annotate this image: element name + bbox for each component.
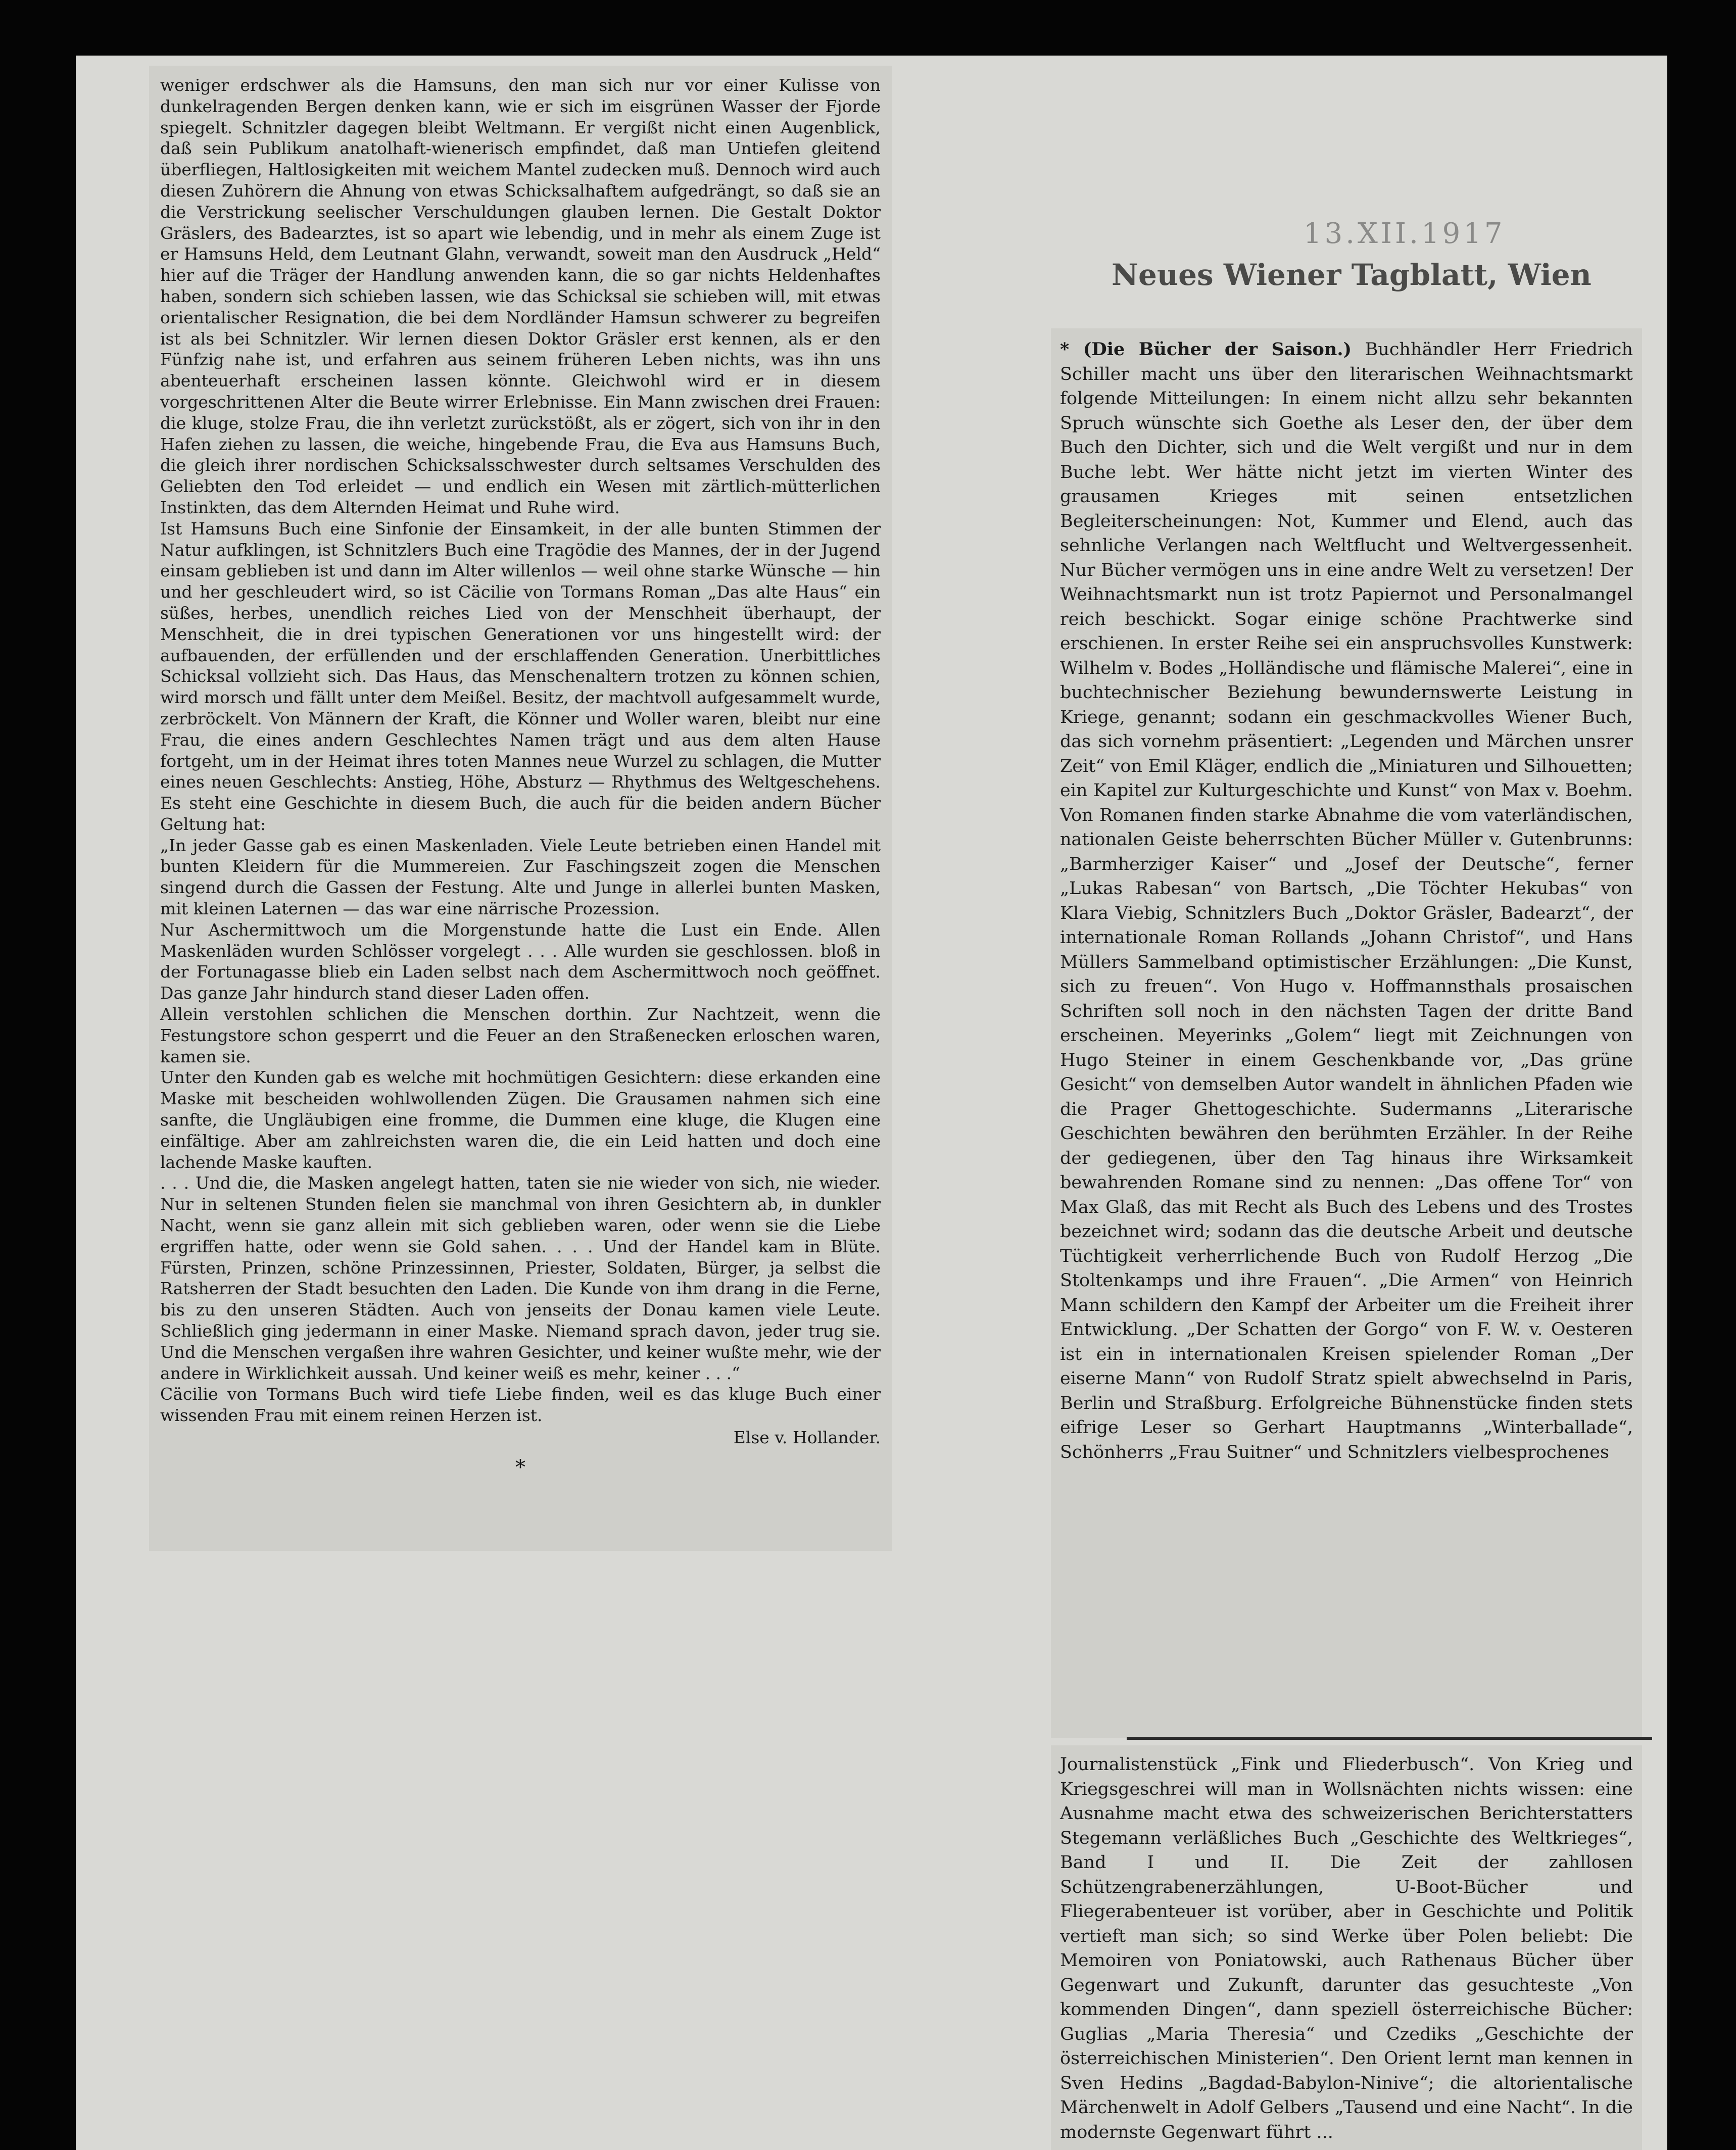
- clipping-divider: [1127, 1737, 1652, 1740]
- article-paragraph: Ist Hamsuns Buch eine Sinfonie der Einsamkeit, in der alle bunten Stimmen der Natur aufklingen, ist Schnitzlers Buch eine Tragödie des Mannes, der in der Jugend einsam geblieben ist und dann im Alter willenlos — weil ohne starke Wünsche — hin und her geschleudert wird, so ist Cäcilie von Tormans Roman „Das alte Haus“ ein süßes, herbes, unendlich reiches Lied von der Menschheit überhaupt, der Menschheit, die in drei typischen Generationen vor uns hingestellt wird: der aufbauenden, der erfüllenden und der erschlaffenden Generation. Unerbittliches Schicksal vollzieht sich. Das Haus, das Menschenaltern trotzen zu können schien, wird morsch und fällt unter dem Meißel. Besitz, der machtvoll aufgesammelt wurde, zerbröckelt. Von Männern der Kraft, die Könner und Woller waren, bleibt nur eine Frau, die eines andern Geschlechtes Namen trägt und aus dem alten Hause fortgeht, um in der Heimat ihres toten Mannes neue Wurzel zu schlagen, die Mutter eines neuen Geschlechts: Anstieg, Höhe, Absturz — Rhythmus des Weltgeschehens. Es steht eine Geschichte in diesem Buch, die auch für die beiden andern Bücher Geltung hat:: [160, 518, 881, 834]
- end-mark: *: [515, 1455, 525, 1479]
- article-paragraph: „In jeder Gasse gab es einen Maskenladen. Viele Leute betrieben einen Handel mit bunten Kleidern für die Mummereien. Zur Faschingszeit zogen die Menschen singend durch die Gassen der Festung. Alte und Junge in allerlei bunten Masken, mit kleinen Laternen — das war eine närrische Prozession.: [160, 835, 881, 919]
- article-paragraph: Allein verstohlen schlichen die Menschen dorthin. Zur Nachtzeit, wenn die Festungstore schon gesperrt und die Feuer an den Straßenecken erloschen waren, kamen sie.: [160, 1004, 881, 1066]
- article-text: Buchhändler Herr Friedrich Schiller macht uns über den literarischen Weihnachtsmarkt folgende Mitteilungen: In einem nicht allzu sehr bekannten Spruch wünschte sich Goethe als Leser den, der über dem Buch den Dichter, sich und die Welt vergißt und nur in dem Buche lebt. Wer hätte nicht jetzt im vierten Winter des grausamen Krieges mit seinen entsetzlichen Begleiterscheinungen: Not, Kummer und Elend, auch das sehnliche Verlangen nach Weltflucht und Weltvergessenheit. Nur Bücher vermögen uns in eine andre Welt zu versetzen! Der Weihnachtsmarkt nun ist trotz Papiernot und Personalmangel reich beschickt. Sogar einige schöne Prachtwerke sind erschienen. In erster Reihe sei ein anspruchsvolles Kunstwerk: Wilhelm v. Bodes „Holländische und flämische Malerei“, eine in buchtechnischer Beziehung bewundernswerte Leistung in Kriege, genannt; sodann ein geschmackvolles Wiener Buch, das sich vornehm präsentiert: „Legenden und Märchen unsrer Zeit“ von Emil Kläger, endlich die „Miniaturen und Silhouetten; ein Kapitel zur Kulturgeschichte und Kunst“ von Max v. Boehm. Von Romanen finden starke Abnahme die vom vaterländischen, nationalen Geiste beherrschten Bücher Müller v. Gutenbrunns: „Barmherziger Kaiser“ und „Josef der Deutsche“, ferner „Lukas Rabesan“ von Bartsch, „Die Töchter Hekubas“ von Klara Viebig, Schnitzlers Buch „Doktor Gräsler, Badearzt“, der internationale Roman Rollands „Johann Christof“, und Hans Müllers Sammelband optimistischer Erzählungen: „Die Kunst, sich zu freuen“. Von Hugo v. Hoffmannsthals prosaischen Schriften soll noch in den nächsten Tagen der dritte Band erscheinen. Meyerinks „Golem“ liegt mit Zeichnungen von Hugo Steiner in einem Geschenkbande vor, „Das grüne Gesicht“ von demselben Autor wandelt in ähnlichen Pfaden wie die Prager Ghettogeschichte. Sudermanns „Literarische Geschichten bewähren den berühmten Erzähler. In der Reihe der gediegenen, über den Tag hinaus ihre Wirksamkeit bewahrenden Romane sind zu nennen: „Das offene Tor“ von Max Glaß, das mit Recht als Buch des Lebens und des Trostes bezeichnet wird; sodann das die deutsche Arbeit und deutsche Tüchtigkeit verherrlichende Buch von Rudolf Herzog „Die Stoltenkamps und ihre Frauen“. „Die Armen“ von Heinrich Mann schildern den Kampf der Arbeiter um die Freiheit ihrer Entwicklung. „Der Schatten der Gorgo“ von F. W. v. Oesteren ist ein in internationalen Kreisen spielender Roman „Der eiserne Mann“ von Rudolf Stratz spielt abwechselnd in Paris, Berlin und Straßburg. Erfolgreiche Bühnenstücke finden stets eifrige Leser so Gerhart Hauptmanns „Winterballade“, Schönherrs „Frau Suitner“ und Schnitzlers vielbesprochenes: [1060, 339, 1633, 1462]
- left-article-clipping: [149, 66, 892, 1551]
- article-paragraph: weniger erdschwer als die Hamsuns, den man sich nur vor einer Kulisse von dunkelragenden Bergen denken kann, wie er sich im eisgrünen Wasser der Fjorde spiegelt. Schnitzler dagegen bleibt Weltmann. Er vergißt nicht einen Augenblick, daß sein Publikum anatolhaft-wienerisch empfindet, daß man Untiefen gleitend überfliegen, Haltlosigkeiten mit weichem Mantel zudecken muß. Dennoch wird auch diesen Zuhörern die Ahnung von etwas Schicksalhaftem aufgedrängt, so daß sie an die Verstrickung seelischer Verschuldungen glauben lernen. Die Gestalt Doktor Gräslers, des Badearztes, ist so apart wie lebendig, und in mehr als einem Zuge ist er Hamsuns Held, dem Leutnant Glahn, verwandt, soweit man den Ausdruck „Held“ hier auf die Träger der Handlung anwenden kann, die so gar nichts Heldenhaftes haben, sondern sich schieben lassen, wie das Schicksal sie schieben will, mit etwas orientalischer Resignation, die bei dem Nordländer Hamsun schwerer zu begreifen ist als bei Schnitzler. Wir lernen diesen Doktor Gräsler erst kennen, als er den Fünfzig nahe ist, und erfahren aus seinem früheren Leben nichts, was ihn uns abenteuerhaft erscheinen lassen könnte. Gleichwohl wird er in diesem vorgeschrittenen Alter die Beute wirrer Erlebnisse. Ein Mann zwischen drei Frauen: die kluge, stolze Frau, die ihn verletzt zurückstößt, als er zögert, sich von ihr in den Hafen ziehen zu lassen, die weiche, hingebende Frau, die Eva aus Hamsuns Buch, die gleich ihrer nordischen Schicksalsschwester durch seltsames Verschulden des Geliebten den Tod erleidet — und endlich ein Wesen mit zärtlich-mütterlichen Instinkten, das dem Alternden Heimat und Ruhe wird.: [160, 75, 881, 517]
- article-paragraph: Cäcilie von Tormans Buch wird tiefe Liebe finden, weil es das kluge Buch einer wissenden Frau mit einem reinen Herzen ist.: [160, 1384, 881, 1426]
- article-paragraph: Unter den Kunden gab es welche mit hochmütigen Gesichtern: diese erkanden eine Maske mit bescheiden wohlwollenden Zügen. Die Grausamen nahmen sich eine sanfte, die Ungläubigen eine fromme, die Dummen eine kluge, die Klugen eine einfältige. Aber am zahlreichsten waren die, die ein Leid hatten und doch eine lachende Maske kauften.: [160, 1067, 881, 1172]
- newspaper-name: Neues Wiener Tagblatt, Wien: [1112, 258, 1592, 292]
- article-paragraph: . . . Und die, die Masken angelegt hatten, taten sie nie wieder von sich, nie wieder. Nur in seltenen Stunden fielen sie manchmal von ihren Gesichtern ab, in dunkler Nacht, wenn sie ganz allein mit sich geblieben waren, oder wenn sie die Liebe ergriffen hatte, oder wenn sie Gold sahen. . . . Und der Handel kam in Blüte. Fürsten, Prinzen, schöne Prinzessinnen, Priester, Soldaten, Bürger, ja selbst die Ratsherren der Stadt besuchten den Laden. Die Kunde von ihm drang in die Ferne, bis zu den unseren Städten. Auch von jenseits der Donau kamen viele Leute. Schließlich ging jedermann in einer Maske. Niemand sprach davon, jeder trug sie. Und die Menschen vergaßen ihre wahren Gesichter, und keiner wußte mehr, wie der andere in Wirklichkeit aussah. Und keiner weiß es mehr, keiner . . .“: [160, 1173, 881, 1383]
- archive-sheet: [76, 56, 1667, 2150]
- article-heading: * (Die Bücher der Saison.): [1060, 339, 1352, 360]
- right-article-clipping: [1051, 328, 1642, 1738]
- date-stamp: 13.XII.1917: [1304, 217, 1506, 250]
- article-text: Journalistenstück „Fink und Fliederbusch“. Von Krieg und Kriegsgeschrei will man in Wollsnächten nichts wissen: eine Ausnahme macht etwa des schweizerischen Berichterstatters Stegemann verläßliches Buch „Geschichte des Weltkrieges“, Band I und II. Die Zeit der zahllosen Schützengrabenerzählungen, U-Boot-Bücher und Fliegerabenteuer ist vorüber, aber in Geschichte und Politik vertieft man sich; so sind Werke über Polen beliebt: Die Memoiren von Poniatowski, auch Rathenaus Bücher über Gegenwart und Zukunft, darunter das gesuchteste „Von kommenden Dingen“, dann speziell österreichische Bücher: Guglias „Maria Theresia“ und Czediks „Geschichte der österreichischen Ministerien“. Den Orient lernt man kennen in Sven Hedins „Bagdad-Babylon-Ninive“; die altorientalische Märchenwelt in Adolf Gelbers „Tausend und eine Nacht“. In die modernste Gegenwart führt ...: [1060, 1754, 1633, 2142]
- right-article-continuation: [1051, 1745, 1642, 2150]
- author-signature: Else v. Hollander.: [733, 1428, 881, 1447]
- article-paragraph: Nur Aschermittwoch um die Morgenstunde hatte die Lust ein Ende. Allen Maskenläden wurden Schlösser vorgelegt . . . Alle wurden sie geschlossen. bloß in der Fortunagasse blieb ein Laden selbst nach dem Aschermittwoch noch geöffnet. Das ganze Jahr hindurch stand dieser Laden offen.: [160, 919, 881, 1003]
- article-body: [1060, 337, 1633, 1464]
